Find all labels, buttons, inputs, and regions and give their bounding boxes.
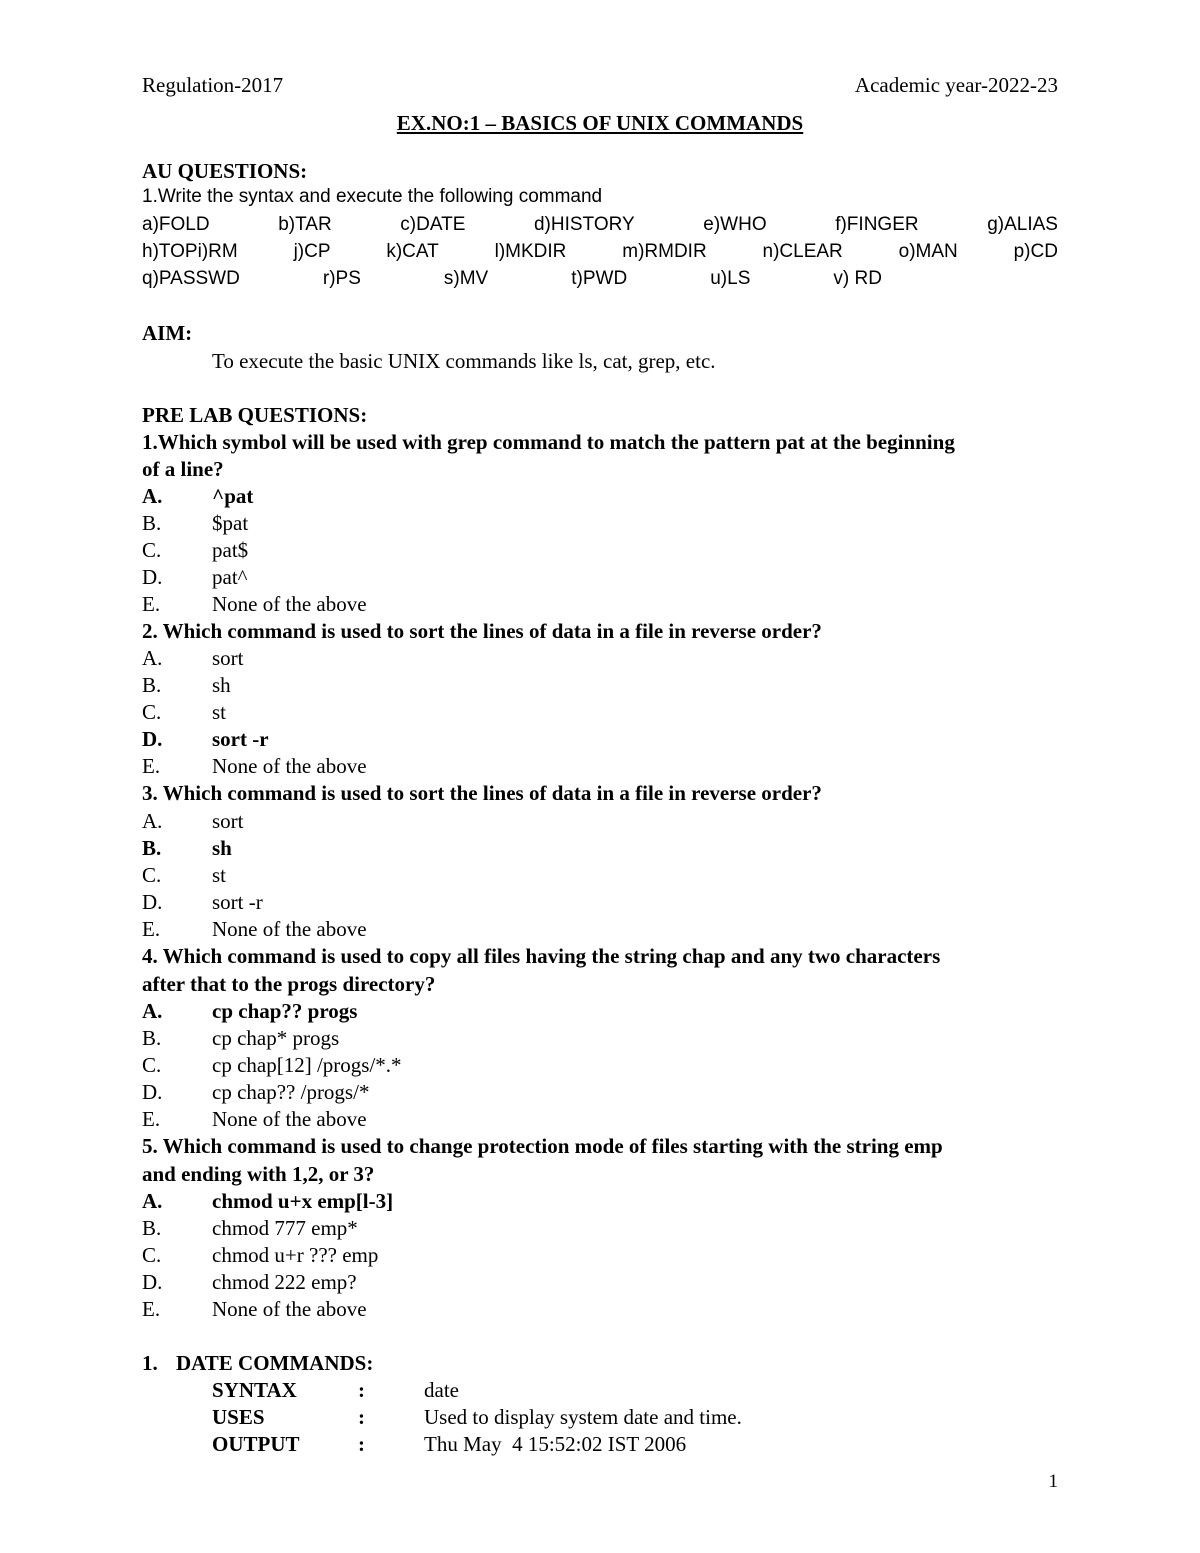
option-text: ^pat bbox=[212, 484, 254, 508]
row-key: OUTPUT bbox=[212, 1432, 300, 1456]
page-number: 1 bbox=[1048, 1471, 1058, 1492]
row-colon: : bbox=[358, 1378, 365, 1402]
option-letter: C. bbox=[142, 700, 162, 724]
command-item: k)CAT bbox=[386, 241, 439, 262]
command-item: b)TAR bbox=[278, 214, 332, 235]
option-letter: D. bbox=[142, 890, 163, 914]
option-text: None of the above bbox=[212, 917, 367, 941]
row-key: USES bbox=[212, 1405, 265, 1429]
command-item: m)RMDIR bbox=[622, 241, 707, 262]
option-text: cp chap?? progs bbox=[212, 999, 358, 1023]
au-question-text: 1.Write the syntax and execute the following command bbox=[142, 186, 603, 207]
row-value: Used to display system date and time. bbox=[424, 1405, 742, 1429]
option-letter: D. bbox=[142, 1270, 163, 1294]
question-2: 2. Which command is used to sort the lines of data in a file in reverse order? bbox=[142, 619, 822, 643]
option-text: sh bbox=[212, 836, 232, 860]
option-text: sort -r bbox=[212, 727, 269, 751]
option-letter: C. bbox=[142, 863, 162, 887]
option-letter: E. bbox=[142, 1107, 161, 1131]
option-text: chmod u+x emp[l-3] bbox=[212, 1189, 394, 1213]
option-letter: E. bbox=[142, 917, 161, 941]
option-text: cp chap?? /progs/* bbox=[212, 1080, 370, 1104]
command-item: n)CLEAR bbox=[762, 241, 843, 262]
header-regulation: Regulation-2017 bbox=[142, 73, 284, 97]
command-item: t)PWD bbox=[571, 268, 628, 289]
command-list-row-2 bbox=[142, 239, 1058, 265]
row-key: SYNTAX bbox=[212, 1378, 297, 1402]
option-text: chmod u+r ??? emp bbox=[212, 1243, 379, 1267]
option-letter: C. bbox=[142, 1243, 162, 1267]
option-text: cp chap[12] /progs/*.* bbox=[212, 1053, 402, 1077]
command-item: o)MAN bbox=[898, 241, 958, 262]
option-text: sort bbox=[212, 646, 244, 670]
option-letter: B. bbox=[142, 1216, 162, 1240]
option-letter: E. bbox=[142, 1297, 161, 1321]
option-text: None of the above bbox=[212, 592, 367, 616]
command-item: q)PASSWD bbox=[142, 268, 240, 289]
option-letter: C. bbox=[142, 538, 162, 562]
option-text: $pat bbox=[212, 511, 249, 535]
prelab-heading: PRE LAB QUESTIONS: bbox=[142, 403, 368, 427]
option-text: st bbox=[212, 863, 227, 887]
option-text: pat^ bbox=[212, 565, 248, 589]
command-item: j)CP bbox=[293, 241, 331, 262]
command-item: a)FOLD bbox=[142, 214, 210, 235]
option-text: chmod 777 emp* bbox=[212, 1216, 358, 1240]
option-letter: B. bbox=[142, 673, 162, 697]
option-letter: C. bbox=[142, 1053, 162, 1077]
option-letter: A. bbox=[142, 999, 163, 1023]
option-letter: D. bbox=[142, 565, 163, 589]
command-item: v) RD bbox=[833, 268, 882, 289]
aim-heading: AIM: bbox=[142, 321, 193, 345]
page-title: EX.NO:1 – BASICS OF UNIX COMMANDS bbox=[396, 111, 804, 135]
command-item: h)TOPi)RM bbox=[142, 241, 238, 262]
row-value: Thu May 4 15:52:02 IST 2006 bbox=[424, 1432, 687, 1456]
option-text: sort -r bbox=[212, 890, 263, 914]
option-letter: A. bbox=[142, 484, 163, 508]
section-number: 1. bbox=[142, 1351, 158, 1375]
option-text: st bbox=[212, 700, 227, 724]
command-item: e)WHO bbox=[703, 214, 767, 235]
option-letter: B. bbox=[142, 1026, 162, 1050]
option-letter: A. bbox=[142, 1189, 163, 1213]
option-text: chmod 222 emp? bbox=[212, 1270, 357, 1294]
question-1-line-2: of a line? bbox=[142, 457, 224, 481]
command-item: l)MKDIR bbox=[494, 241, 567, 262]
option-letter: A. bbox=[142, 809, 163, 833]
option-text: sh bbox=[212, 673, 231, 697]
command-item: s)MV bbox=[443, 268, 489, 289]
option-text: None of the above bbox=[212, 754, 367, 778]
option-letter: A. bbox=[142, 646, 163, 670]
question-1-line-1: 1.Which symbol will be used with grep command to match the pattern pat at the beginning bbox=[142, 430, 955, 454]
command-list-row-3 bbox=[142, 266, 882, 292]
option-text: pat$ bbox=[212, 538, 249, 562]
command-item: u)LS bbox=[710, 268, 751, 289]
command-item: r)PS bbox=[322, 268, 361, 289]
command-item: p)CD bbox=[1013, 241, 1058, 262]
option-letter: B. bbox=[142, 511, 162, 535]
command-item: f)FINGER bbox=[835, 214, 919, 235]
command-item: g)ALIAS bbox=[987, 214, 1058, 235]
command-item: c)DATE bbox=[400, 214, 466, 235]
option-letter: E. bbox=[142, 754, 161, 778]
row-value: date bbox=[424, 1378, 459, 1402]
question-4-line-1: 4. Which command is used to copy all files having the string chap and any two characters bbox=[142, 944, 941, 968]
option-letter: D. bbox=[142, 727, 163, 751]
question-5-line-2: and ending with 1,2, or 3? bbox=[142, 1162, 375, 1186]
row-colon: : bbox=[358, 1405, 365, 1429]
aim-text: To execute the basic UNIX commands like ls, cat, grep, etc. bbox=[212, 349, 716, 373]
command-list-row-1 bbox=[142, 212, 1058, 238]
question-3: 3. Which command is used to sort the lines of data in a file in reverse order? bbox=[142, 781, 822, 805]
row-colon: : bbox=[358, 1432, 365, 1456]
au-questions-heading: AU QUESTIONS: bbox=[142, 159, 308, 183]
option-letter: D. bbox=[142, 1080, 163, 1104]
option-text: None of the above bbox=[212, 1107, 367, 1131]
option-letter: E. bbox=[142, 592, 161, 616]
header-academic-year: Academic year-2022-23 bbox=[854, 73, 1058, 97]
option-text: cp chap* progs bbox=[212, 1026, 340, 1050]
option-text: sort bbox=[212, 809, 244, 833]
command-item: d)HISTORY bbox=[533, 214, 635, 235]
date-commands-heading: DATE COMMANDS: bbox=[176, 1351, 374, 1375]
option-text: None of the above bbox=[212, 1297, 367, 1321]
question-5-line-1: 5. Which command is used to change protection mode of files starting with the string emp bbox=[142, 1134, 943, 1158]
question-4-line-2: after that to the progs directory? bbox=[142, 972, 436, 996]
option-letter: B. bbox=[142, 836, 162, 860]
